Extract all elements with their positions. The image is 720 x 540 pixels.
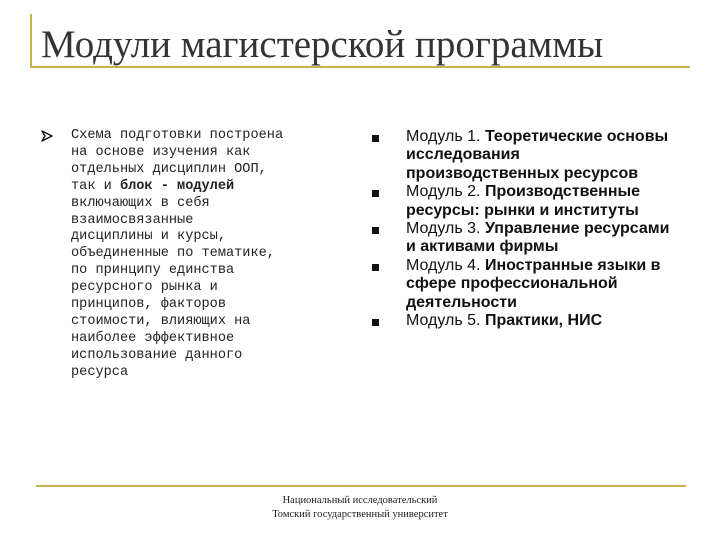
slide-title: Модули магистерской программы xyxy=(41,23,604,66)
modules-list xyxy=(372,128,672,330)
module-title: Иностранные языки в сфере профессиональной деятельности xyxy=(406,256,661,311)
square-bullet-icon xyxy=(372,264,379,271)
module-prefix: Модуль 5. xyxy=(406,312,485,330)
module-title: Управление ресурсами и активами фирмы xyxy=(406,220,670,256)
module-prefix: Модуль 4. xyxy=(406,256,485,274)
title-frame-vertical-rule xyxy=(30,14,32,67)
module-item xyxy=(372,220,672,257)
square-bullet-icon xyxy=(372,135,379,142)
square-bullet-icon xyxy=(372,227,379,234)
module-title: Теоретические основы исследования производственных ресурсов xyxy=(406,128,669,182)
description-text-bold: блок - модулей xyxy=(119,178,235,194)
module-title: Практики, НИС xyxy=(484,312,603,330)
module-item xyxy=(372,128,672,183)
footer-line-2: Томский государственный университет xyxy=(272,509,448,520)
footer xyxy=(0,494,720,522)
module-item xyxy=(372,183,672,220)
module-prefix: Модуль 1. xyxy=(406,128,485,145)
arrow-bullet-icon xyxy=(40,129,54,143)
square-bullet-icon xyxy=(372,190,379,197)
square-bullet-icon xyxy=(372,319,379,326)
module-prefix: Модуль 2. xyxy=(406,183,485,201)
module-item xyxy=(372,257,672,312)
module-title: Производственные ресурсы: рынки и институты xyxy=(406,183,641,219)
description-text xyxy=(71,128,351,382)
description-text-start: Схема подготовки построена на основе изучения как отдельных дисциплин ООП, так и xyxy=(71,128,284,194)
module-prefix: Модуль 3. xyxy=(406,220,485,238)
description-text-end: включающих в себя взаимосвязанные дисциплины и курсы, объединенные по тематике, по принципу единства ресурсного рынка и принципов, факторов стоимости, влияющих на наиболее эффективное использование данного ресурса xyxy=(71,195,275,380)
module-item xyxy=(372,312,672,330)
footer-line-1: Национальный исследовательский xyxy=(282,495,438,506)
footer-rule xyxy=(36,485,686,487)
